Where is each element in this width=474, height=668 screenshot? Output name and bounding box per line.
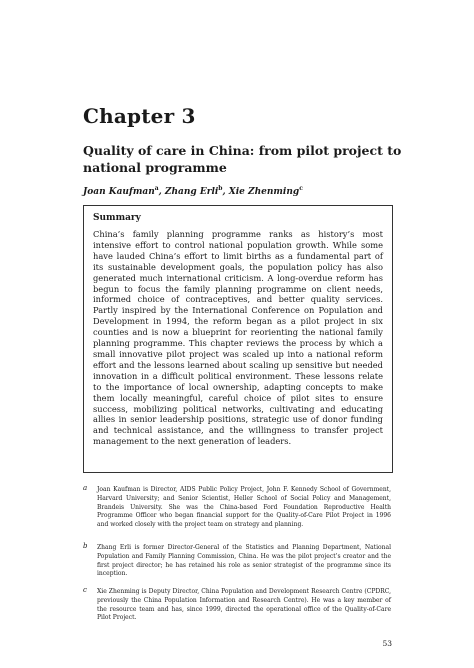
author-name: Joan Kaufman [83, 187, 155, 197]
footnote [83, 486, 391, 530]
footnote-text: Xie Zhenming is Deputy Director, China Population and Development Research Centre (CPDRC, previously the China Population Information and Research Centre). He was a key member of the resource team and has, since 1999, directed the operational office of the Quality-of-Care Pilot Project. [97, 588, 391, 622]
article-title [83, 142, 403, 176]
footnote-mark: c [83, 586, 87, 594]
footnote-text: Joan Kaufman is Director, AIDS Public Policy Project, John F. Kennedy School of Government, Harvard University; and Senior Scientist, Heller School of Social Policy and Management, Brandeis University. She was the China-based Ford Foundation Reproductive Health Programme Officer who began financial support for the Quality-of-Care Pilot Project in 1996 and worked closely with the project team on strategy and planning. [97, 486, 391, 529]
author-footnote-mark: c [299, 185, 303, 192]
article-title-line-1: Quality of care in China: from pilot project to [83, 143, 402, 158]
page-number: 53 [382, 639, 392, 648]
chapter-label: Chapter 3 [83, 104, 196, 128]
author-footnote-mark: b [218, 185, 223, 192]
author-footnote-mark: a [154, 185, 159, 192]
footnote [83, 588, 391, 623]
summary-text: China’s family planning programme ranks as history’s most intensive effort to control national population growth. While some have lauded China’s effort to limit births as a fundamental part of its sustainable development goals, the population policy has also generated much international criticism. A long-overdue reform has begun to focus the family planning programme on client needs, informed choice of contraceptives, and better quality services. Partly inspired by the International Conference on Population and Development in 1994, the reform began as a pilot project in six counties and is now a blueprint for reorienting the national family planning programme. This chapter reviews the process by which a small innovative pilot project was scaled up into a national reform effort and the lessons learned about scaling up sensitive but needed innovation in a difficult political environment. These lessons relate to the importance of local ownership, adapting concepts to make them locally meaningful, careful choice of pilot sites to ensure success, mobilizing political networks, cultivating and educating allies in senior leadership positions, strategic use of donor funding and technical assistance, and the willingness to transfer project management to the next generation of leaders. [93, 229, 383, 447]
footnote-text: Zhang Erli is former Director-General of the Statistics and Planning Department, National Population and Family Planning Commission, China. He was the pilot project’s creator and the first project director; he has retained his role as senior strategist of the programme since its inception. [97, 544, 391, 578]
author-list: Joan Kaufman$^a$, Zhang Erli$^b$, Xie Zhenming$^c$ [83, 185, 303, 197]
footnote [83, 544, 391, 579]
footnote-mark: a [83, 484, 88, 492]
article-title-line-2: national programme [83, 160, 227, 175]
author-name: Xie Zhenming [228, 187, 300, 197]
summary-heading: Summary [93, 213, 141, 223]
author-name: Zhang Erli [164, 187, 219, 197]
footnote-mark: b [83, 542, 88, 550]
